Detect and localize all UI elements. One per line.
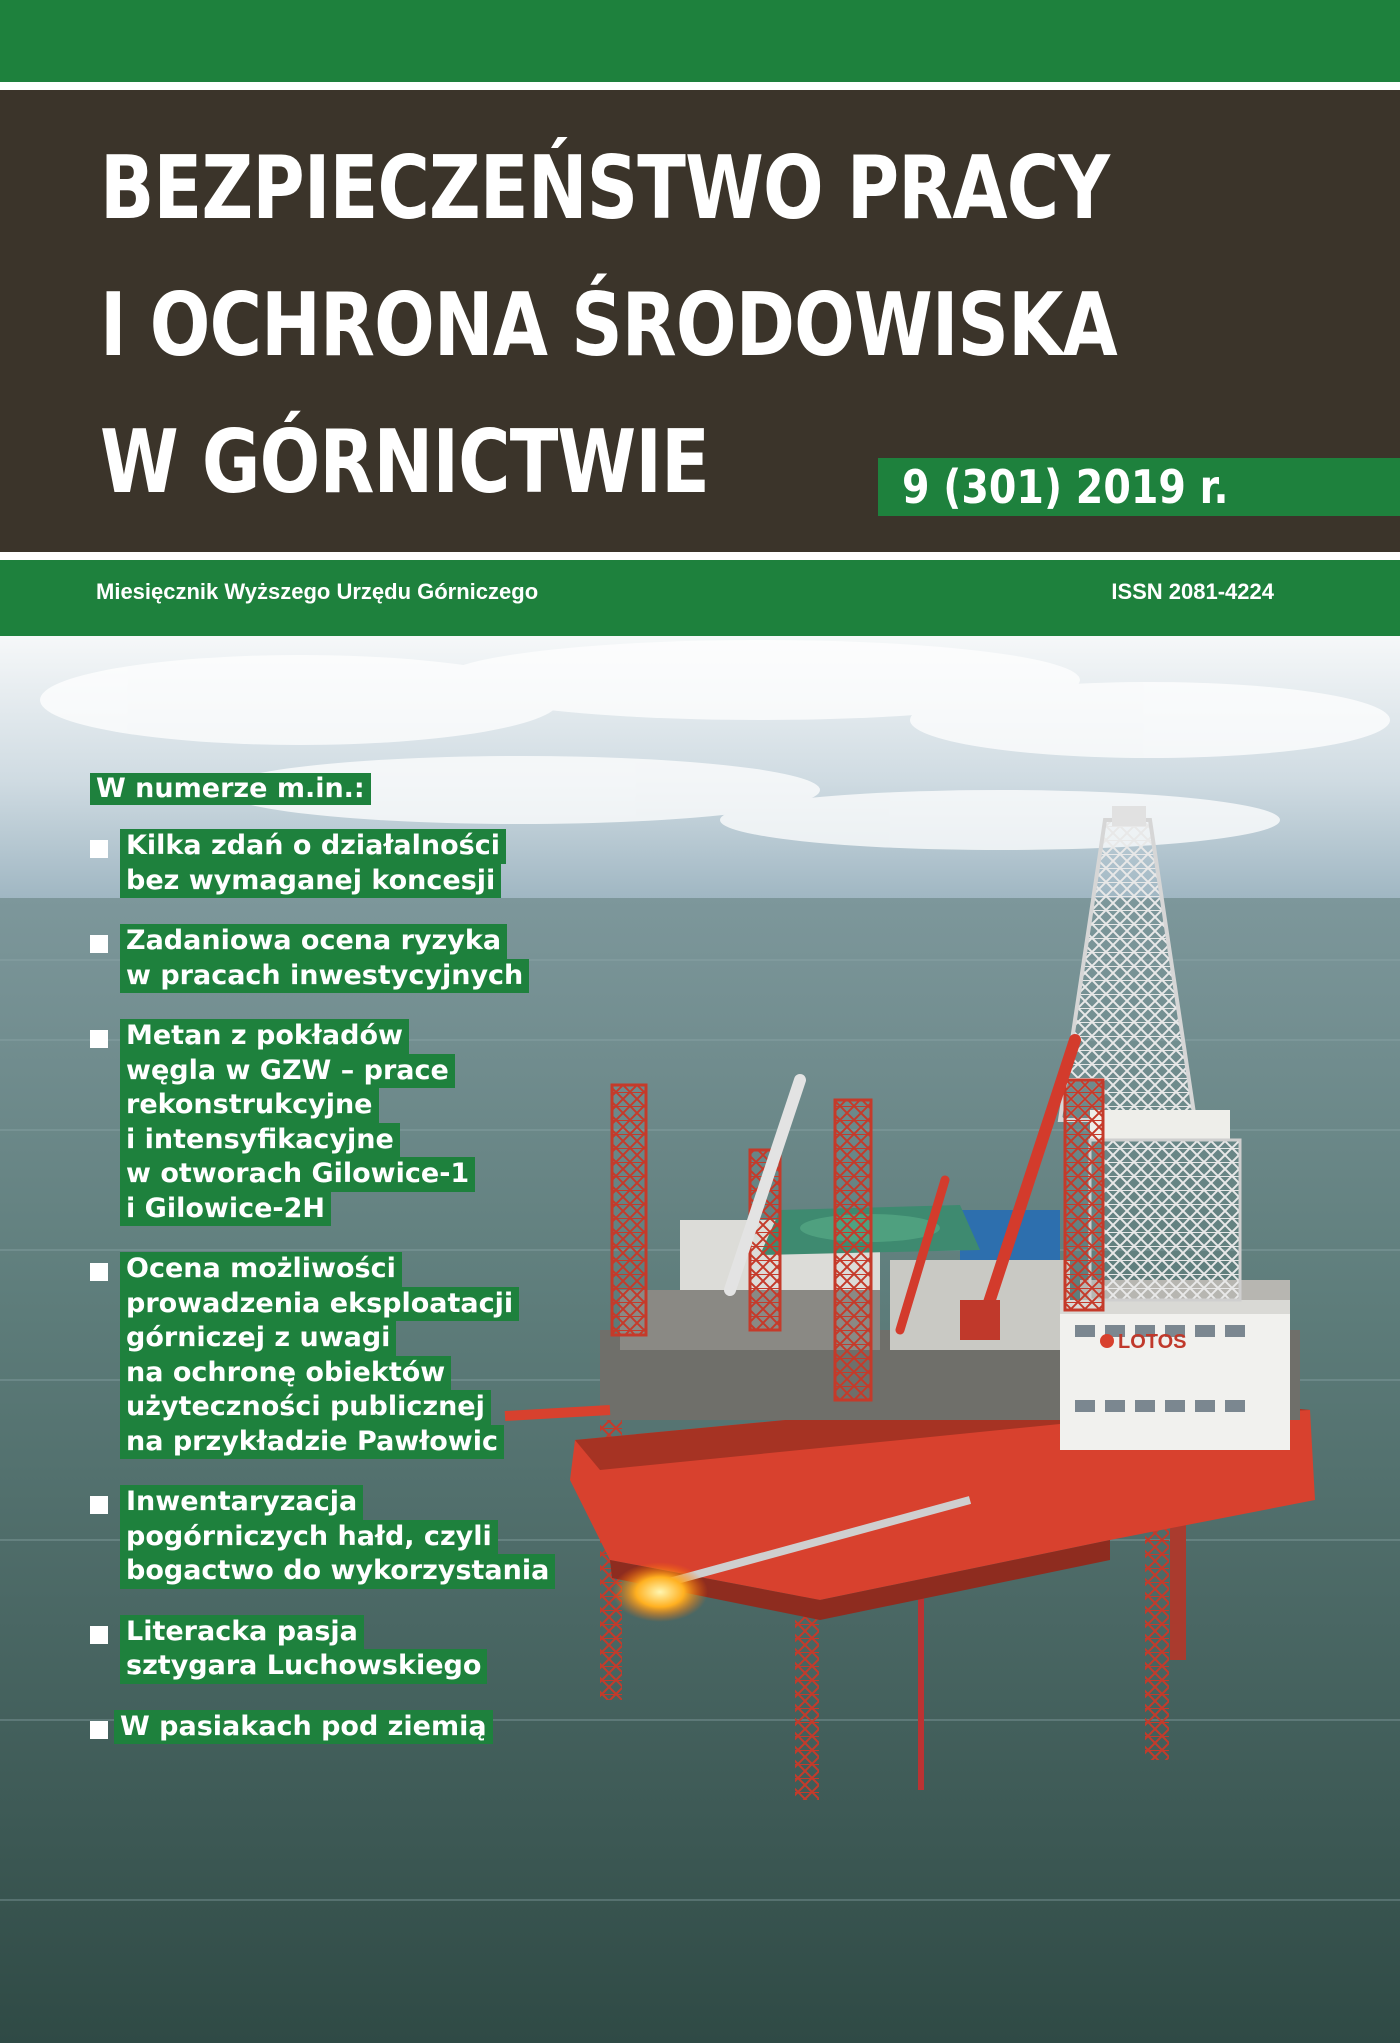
divider-line-bottom bbox=[0, 552, 1400, 560]
contents-list bbox=[90, 768, 610, 1770]
contents-item-line: i intensyfikacyjne bbox=[120, 1123, 400, 1158]
square-bullet-icon bbox=[90, 1496, 108, 1514]
contents-item-line: W pasiakach pod ziemią bbox=[114, 1710, 493, 1745]
contents-item-line: Ocena możliwości bbox=[120, 1252, 402, 1287]
divider-line-top bbox=[0, 82, 1400, 90]
issn-number: ISSN 2081-4224 bbox=[1111, 579, 1274, 604]
square-bullet-icon bbox=[90, 840, 108, 858]
square-bullet-icon bbox=[90, 935, 108, 953]
contents-item-3 bbox=[90, 1019, 610, 1226]
contents-item-line: Literacka pasja bbox=[120, 1615, 364, 1650]
contents-item-line: na ochronę obiektów bbox=[120, 1356, 451, 1391]
title-line-2: I OCHRONA ŚRODOWISKA bbox=[100, 274, 1117, 376]
contents-heading: W numerze m.in.: bbox=[90, 768, 610, 809]
contents-item-line: sztygara Luchowskiego bbox=[120, 1649, 487, 1684]
contents-item-line: i Gilowice-2H bbox=[120, 1192, 331, 1227]
contents-item-line: Metan z pokładów bbox=[120, 1019, 409, 1054]
contents-item-line: Zadaniowa ocena ryzyka bbox=[120, 924, 507, 959]
title-line-3: W GÓRNICTWIE bbox=[100, 411, 710, 513]
rig-accommodation bbox=[1060, 1300, 1290, 1450]
publisher-strip bbox=[0, 560, 1400, 636]
contents-item-line: w pracach inwestycyjnych bbox=[120, 959, 529, 994]
contents-item-line: pogórniczych hałd, czyli bbox=[120, 1520, 498, 1555]
contents-item-7 bbox=[90, 1710, 610, 1745]
square-bullet-icon bbox=[90, 1030, 108, 1048]
contents-item-line: węgla w GZW – prace bbox=[120, 1054, 455, 1089]
square-bullet-icon bbox=[90, 1263, 108, 1281]
square-bullet-icon bbox=[90, 1626, 108, 1644]
contents-item-line: w otworach Gilowice-1 bbox=[120, 1157, 475, 1192]
top-green-band bbox=[0, 0, 1400, 82]
contents-item-5 bbox=[90, 1485, 610, 1589]
issue-badge bbox=[878, 458, 1400, 516]
contents-item-line: Inwentaryzacja bbox=[120, 1485, 363, 1520]
contents-item-6 bbox=[90, 1615, 610, 1684]
contents-item-4 bbox=[90, 1252, 610, 1459]
contents-item-line: rekonstrukcyjne bbox=[120, 1088, 379, 1123]
contents-item-line: górniczej z uwagi bbox=[120, 1321, 396, 1356]
contents-item-line: na przykładzie Pawłowic bbox=[120, 1425, 504, 1460]
contents-item-1 bbox=[90, 829, 610, 898]
publisher-name: Miesięcznik Wyższego Urzędu Górniczego bbox=[96, 579, 539, 604]
contents-item-line: bez wymaganej koncesji bbox=[120, 864, 501, 899]
flare-flame bbox=[612, 1562, 708, 1622]
contents-item-line: bogactwo do wykorzystania bbox=[120, 1554, 555, 1589]
square-bullet-icon bbox=[90, 1721, 108, 1739]
contents-item-line: prowadzenia eksploatacji bbox=[120, 1287, 519, 1322]
issue-number: 9 (301) 2019 r. bbox=[902, 460, 1229, 514]
contents-item-2 bbox=[90, 924, 610, 993]
lotos-logo: LOTOS bbox=[1118, 1331, 1187, 1353]
contents-item-line: użyteczności publicznej bbox=[120, 1390, 491, 1425]
contents-item-line: Kilka zdań o działalności bbox=[120, 829, 506, 864]
title-line-1: BEZPIECZEŃSTWO PRACY bbox=[100, 137, 1110, 239]
